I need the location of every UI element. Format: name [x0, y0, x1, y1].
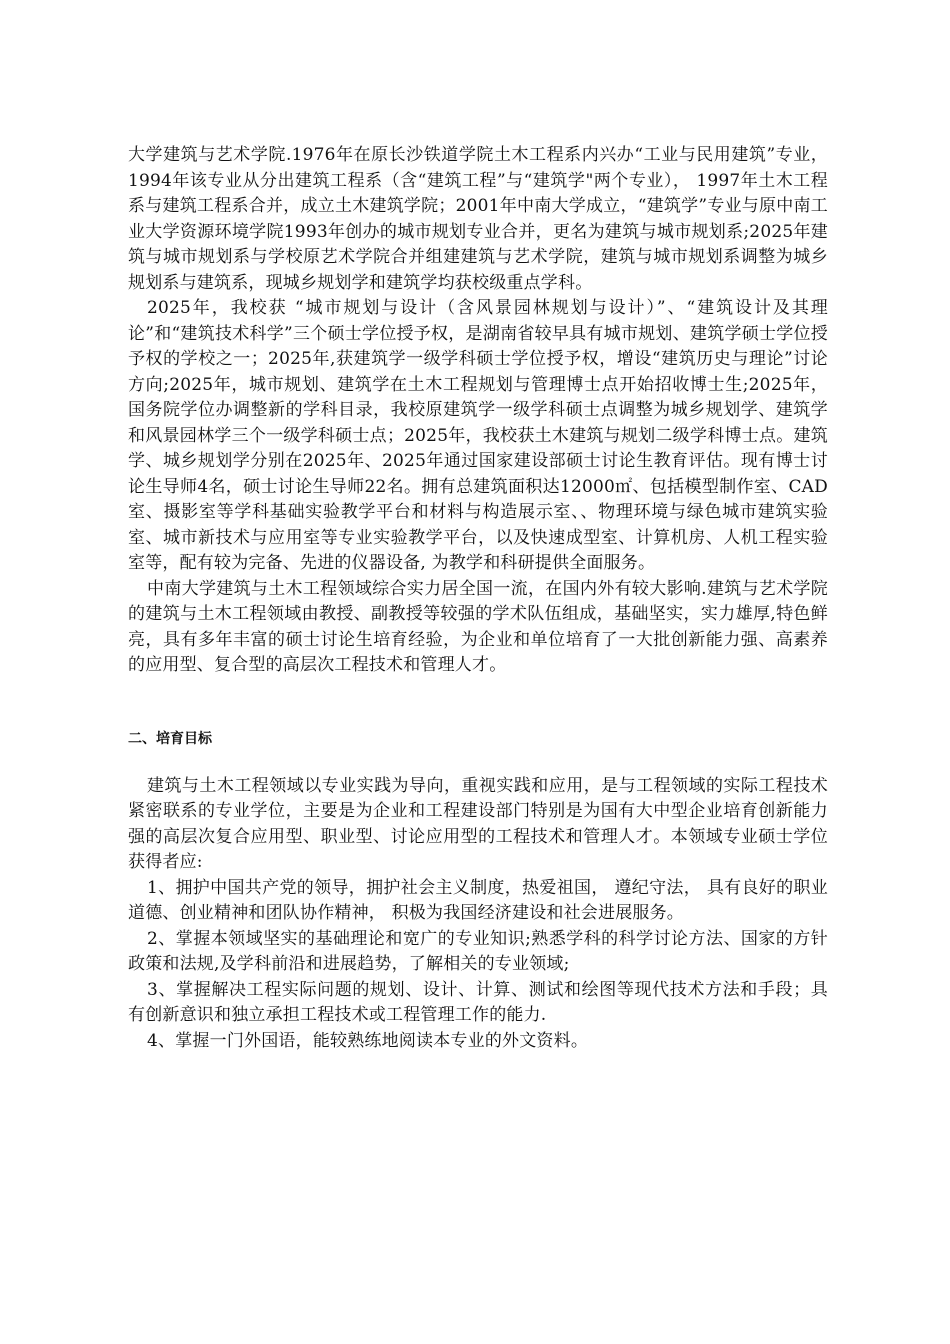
strength-paragraph: 中南大学建筑与土木工程领域综合实力居全国一流，在国内外有较大影响.建筑与艺术学院的建筑与土木工程领域由教授、副教授等较强的学术队伍组成，基础坚实，实力雄厚,特色鲜亮，具有多年丰富的硕士讨论生培育经验，为企业和单位培育了一大批创新能力强、高素养的应用型、复合型的高层次工程技术和管理人才。	[128, 578, 828, 675]
goals-intro-paragraph: 建筑与土木工程领域以专业实践为导向，重视实践和应用，是与工程领域的实际工程技术紧密联系的专业学位，主要是为企业和工程建设部门特别是为国有大中型企业培育创新能力强的高层次复合应用型、职业型、讨论应用型的工程技术和管理人才。本领域专业硕士学位获得者应:	[128, 775, 828, 872]
goal-item-1: 1、拥护中国共产党的领导，拥护社会主义制度，热爱祖国， 遵纪守法， 具有良好的职业道德、创业精神和团队协作精神， 积极为我国经济建设和社会进展服务。	[128, 877, 828, 923]
history-paragraph: 大学建筑与艺术学院.1976年在原长沙铁道学院土木工程系内兴办“工业与民用建筑”专业，1994年该专业从分出建筑工程系（含“建筑工程”与“建筑学"两个专业）， 1997年土木工程系与建筑工程系合并，成立土木建筑学院；2001年中南大学成立，“建筑学”专业与原中南工业大学资源环境学院1993年创办的城市规划专业合并，更名为建筑与城市规划系;2025年建筑与城市规划系与学校原艺术学院合并组建建筑与艺术学院，建筑与城市规划系调整为城乡规划系与建筑系，现城乡规划学和建筑学均获校级重点学科。	[128, 145, 828, 293]
goal-item-3: 3、掌握解决工程实际问题的规划、设计、计算、测试和绘图等现代技术方法和手段；具有创新意识和独立承担工程技术或工程管理工作的能力.	[128, 979, 828, 1025]
goal-item-4: 4、掌握一门外国语，能较熟练地阅读本专业的外文资料。	[147, 1030, 589, 1051]
degree-history-paragraph: 2025年，我校获 “城市规划与设计（含风景园林规划与设计）”、“建筑设计及其理论”和“建筑技术科学”三个硕士学位授予权，是湖南省较早具有城市规划、建筑学硕士学位授予权的学校之一；2025年,获建筑学一级学科硕士学位授予权，增设“建筑历史与理论”讨论方向;2025年，城市规划、建筑学在土木工程规划与管理博士点开始招收博士生;2025年，国务院学位办调整新的学科目录，我校原建筑学一级学科硕士点调整为城乡规划学、建筑学和风景园林学三个一级学科硕士点；2025年，我校获土木建筑与规划二级学科博士点。建筑学、城乡规划学分别在2025年、2025年通过国家建设部硕士讨论生教育评估。现有博士讨论生导师4名，硕士讨论生导师22名。拥有总建筑面积达12000㎡、包括模型制作室、CAD室、摄影室等学科基础实验教学平台和材料与构造展示室、、物理环境与绿色城市建筑实验室、城市新技术与应用室等专业实验教学平台，以及快速成型室、计算机房、人机工程实验室等，配有较为完备、先进的仪器设备, 为教学和科研提供全面服务。	[128, 298, 828, 573]
document-page	[128, 143, 828, 1054]
section-heading: 二、培育目标	[128, 730, 212, 747]
goal-item-2: 2、掌握本领域坚实的基础理论和宽广的专业知识;熟悉学科的科学讨论方法、国家的方针政策和法规,及学科前沿和进展趋势，了解相关的专业领域;	[128, 928, 828, 974]
